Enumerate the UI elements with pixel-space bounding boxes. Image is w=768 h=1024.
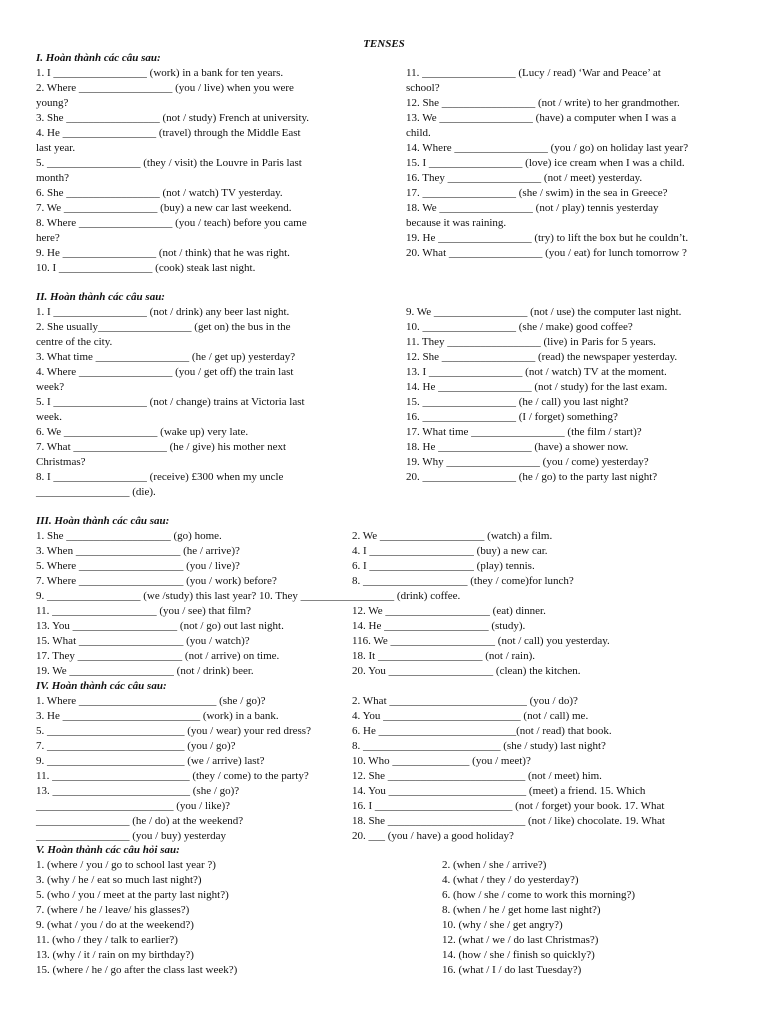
exercise-line: 5. Where ___________________ (you / live)?	[36, 560, 240, 572]
exercise-line: 6. (how / she / come to work this morning?)	[442, 889, 636, 901]
exercise-line: 4. Where _________________ (you / get off) the train last	[36, 366, 294, 378]
section-3-heading: III. Hoàn thành các câu sau:	[36, 515, 170, 527]
exercise-line: 5. _________________ (they / visit) the Louvre in Paris last	[36, 157, 302, 169]
exercise-line: 8. Where _________________ (you / teach) before you came	[36, 217, 307, 229]
exercise-line: Christmas?	[36, 456, 86, 468]
exercise-line: 16. I _________________________ (not / forget) your book. 17. What	[352, 800, 665, 812]
exercise-line	[352, 589, 752, 604]
exercise-line: centre of the city.	[36, 336, 113, 348]
section-4-left-column	[36, 694, 346, 844]
exercise-line: 3. What time _________________ (he / get up) yesterday?	[36, 351, 296, 363]
exercise-line: 2. What _________________________ (you / do)?	[352, 695, 578, 707]
exercise-line: 10. _________________ (she / make) good coffee?	[406, 321, 633, 333]
exercise-line: 11. ___________________ (you / see) that film?	[36, 605, 251, 617]
exercise-line: 16. They _________________ (not / meet) yesterday.	[406, 172, 643, 184]
exercise-line: 3. He _________________________ (work) in a bank.	[36, 710, 279, 722]
exercise-line: 1. Where _________________________ (she / go)?	[36, 695, 266, 707]
exercise-line: 20. ___ (you / have) a good holiday?	[352, 830, 514, 842]
exercise-line: 13. (why / it / rain on my birthday?)	[36, 949, 194, 961]
exercise-line: 20. What _________________ (you / eat) for lunch tomorrow ?	[406, 247, 687, 259]
exercise-line: 14. You _________________________ (meet) a friend. 15. Which	[352, 785, 646, 797]
exercise-line: 18. We _________________ (not / play) tennis yesterday	[406, 202, 659, 214]
exercise-line: 9. _________________________ (we / arrive) last?	[36, 755, 265, 767]
exercise-line: 2. We ___________________ (watch) a film.	[352, 530, 553, 542]
section-4-heading: IV. Hoàn thành các câu sau:	[36, 680, 167, 692]
exercise-line: _________________ (he / do) at the weekend?	[36, 815, 244, 827]
exercise-line: 2. (when / she / arrive?)	[442, 859, 547, 871]
exercise-line: 1. I _________________ (not / drink) any beer last night.	[36, 306, 290, 318]
exercise-line: 15. (where / he / go after the class last week?)	[36, 964, 238, 976]
exercise-line: 1. (where / you / go to school last year ?)	[36, 859, 216, 871]
section-3-right-column	[352, 529, 752, 679]
exercise-line: 7. We _________________ (buy) a new car last weekend.	[36, 202, 292, 214]
exercise-line: 9. _________________ (we /study) this last year? 10. They _________________ (drink) coffee.	[36, 590, 461, 602]
exercise-line: 6. He _________________________(not / read) that book.	[352, 725, 612, 737]
section-2-right-column	[406, 305, 746, 485]
exercise-line: 116. We ___________________ (not / call) you yesterday.	[352, 635, 610, 647]
exercise-line: 14. He ___________________ (study).	[352, 620, 526, 632]
exercise-line: 1. She ___________________ (go) home.	[36, 530, 222, 542]
exercise-line: 3. She _________________ (not / study) French at university.	[36, 112, 310, 124]
section-1-left-column	[36, 66, 366, 276]
exercise-line: 12. We ___________________ (eat) dinner.	[352, 605, 546, 617]
exercise-line: 11. They _________________ (live) in Paris for 5 years.	[406, 336, 656, 348]
exercise-line: 10. (why / she / get angry?)	[442, 919, 563, 931]
exercise-line: 9. We _________________ (not / use) the computer last night.	[406, 306, 682, 318]
exercise-line: 9. He _________________ (not / think) that he was right.	[36, 247, 290, 259]
exercise-line: 17. They ___________________ (not / arrive) on time.	[36, 650, 280, 662]
exercise-line: 13. We _________________ (have) a computer when I was a	[406, 112, 677, 124]
exercise-line: because it was raining.	[406, 217, 507, 229]
exercise-line: 10. I _________________ (cook) steak last night.	[36, 262, 256, 274]
section-5-heading: V. Hoàn thành các câu hỏi sau:	[36, 844, 180, 856]
exercise-line: 2. She usually_________________ (get on) the bus in the	[36, 321, 291, 333]
exercise-line: 17. _________________ (she / swim) in the sea in Greece?	[406, 187, 668, 199]
exercise-line: 1. I _________________ (work) in a bank for ten years.	[36, 67, 284, 79]
exercise-line: 19. We ___________________ (not / drink) beer.	[36, 665, 254, 677]
exercise-line: 12. (what / we / do last Christmas?)	[442, 934, 599, 946]
exercise-line: 7. What _________________ (he / give) his mother next	[36, 441, 287, 453]
section-2-heading: II. Hoàn thành các câu sau:	[36, 291, 165, 303]
exercise-line: week.	[36, 411, 62, 423]
exercise-line: 7. (where / he / leave/ his glasses?)	[36, 904, 190, 916]
exercise-line: 11. (who / they / talk to earlier?)	[36, 934, 178, 946]
section-5-right-column	[442, 858, 742, 978]
exercise-line: 15. What ___________________ (you / watch)?	[36, 635, 250, 647]
exercise-line: 7. Where ___________________ (you / work) before?	[36, 575, 277, 587]
exercise-line: 5. (who / you / meet at the party last night?)	[36, 889, 229, 901]
exercise-line: 19. He _________________ (try) to lift the box but he couldn’t.	[406, 232, 689, 244]
exercise-line: here?	[36, 232, 60, 244]
exercise-line: 4. (what / they / do yesterday?)	[442, 874, 579, 886]
exercise-line: 20. You ___________________ (clean) the kitchen.	[352, 665, 581, 677]
exercise-line: 2. Where _________________ (you / live) when you were	[36, 82, 294, 94]
section-4-right-column	[352, 694, 752, 844]
section-1-heading: I. Hoàn thành các câu sau:	[36, 52, 161, 64]
exercise-line: _________________________ (you / like)?	[36, 800, 231, 812]
exercise-line: 16. (what / I / do last Tuesday?)	[442, 964, 582, 976]
exercise-line: 4. You _________________________ (not / call) me.	[352, 710, 589, 722]
exercise-line: young?	[36, 97, 69, 109]
exercise-line: school?	[406, 82, 440, 94]
exercise-line: 3. (why / he / eat so much last night?)	[36, 874, 202, 886]
exercise-line: 8. _________________________ (she / study) last night?	[352, 740, 606, 752]
exercise-line: 6. She _________________ (not / watch) TV yesterday.	[36, 187, 283, 199]
page-title: TENSES	[363, 38, 405, 50]
exercise-line: month?	[36, 172, 69, 184]
exercise-line: 19. Why _________________ (you / come) yesterday?	[406, 456, 649, 468]
exercise-line: _________________ (die).	[36, 486, 156, 498]
exercise-line: 4. I ___________________ (buy) a new car.	[352, 545, 548, 557]
exercise-line: week?	[36, 381, 65, 393]
exercise-line: 12. She _________________ (read) the newspaper yesterday.	[406, 351, 678, 363]
exercise-line: 13. I _________________ (not / watch) TV at the moment.	[406, 366, 667, 378]
exercise-line: 6. I ___________________ (play) tennis.	[352, 560, 535, 572]
exercise-line: 5. I _________________ (not / change) trains at Victoria last	[36, 396, 305, 408]
exercise-line: 4. He _________________ (travel) through the Middle East	[36, 127, 301, 139]
exercise-line: 18. He _________________ (have) a shower now.	[406, 441, 629, 453]
exercise-line: 7. _________________________ (you / go)?	[36, 740, 236, 752]
exercise-line: 18. She _________________________ (not / like) chocolate. 19. What	[352, 815, 665, 827]
exercise-line: 17. What time _________________ (the film / start)?	[406, 426, 642, 438]
exercise-line: 14. Where _________________ (you / go) on holiday last year?	[406, 142, 689, 154]
exercise-line: 11. _________________ (Lucy / read) ‘War and Peace’ at	[406, 67, 661, 79]
exercise-line: 14. (how / she / finish so quickly?)	[442, 949, 595, 961]
exercise-line: 8. I _________________ (receive) £300 when my uncle	[36, 471, 284, 483]
section-5-left-column	[36, 858, 416, 978]
exercise-line: 8. ___________________ (they / come)for lunch?	[352, 575, 574, 587]
exercise-line: 8. (when / he / get home last night?)	[442, 904, 601, 916]
exercise-line: 10. Who ______________ (you / meet)?	[352, 755, 531, 767]
exercise-line: 9. (what / you / do at the weekend?)	[36, 919, 194, 931]
exercise-line: 11. _________________________ (they / come) to the party?	[36, 770, 309, 782]
section-1-right-column	[406, 66, 746, 261]
exercise-line: last year.	[36, 142, 76, 154]
exercise-line: child.	[406, 127, 431, 139]
exercise-line: 20. _________________ (he / go) to the party last night?	[406, 471, 658, 483]
exercise-line: 13. _________________________ (she / go)?	[36, 785, 240, 797]
exercise-line: 3. When ___________________ (he / arrive)?	[36, 545, 240, 557]
exercise-line: _________________ (you / buy) yesterday	[36, 830, 227, 842]
exercise-line: 12. She _________________________ (not / meet) him.	[352, 770, 602, 782]
exercise-line: 5. _________________________ (you / wear) your red dress?	[36, 725, 311, 737]
section-2-left-column	[36, 305, 366, 500]
exercise-line: 15. I _________________ (love) ice cream when I was a child.	[406, 157, 685, 169]
exercise-line: 6. We _________________ (wake up) very late.	[36, 426, 249, 438]
exercise-line: 14. He _________________ (not / study) for the last exam.	[406, 381, 668, 393]
exercise-line: 16. _________________ (I / forget) something?	[406, 411, 618, 423]
exercise-line: 18. It ___________________ (not / rain).	[352, 650, 536, 662]
exercise-line: 12. She _________________ (not / write) to her grandmother.	[406, 97, 680, 109]
exercise-line: 13. You ___________________ (not / go) out last night.	[36, 620, 284, 632]
exercise-line: 15. _________________ (he / call) you last night?	[406, 396, 629, 408]
